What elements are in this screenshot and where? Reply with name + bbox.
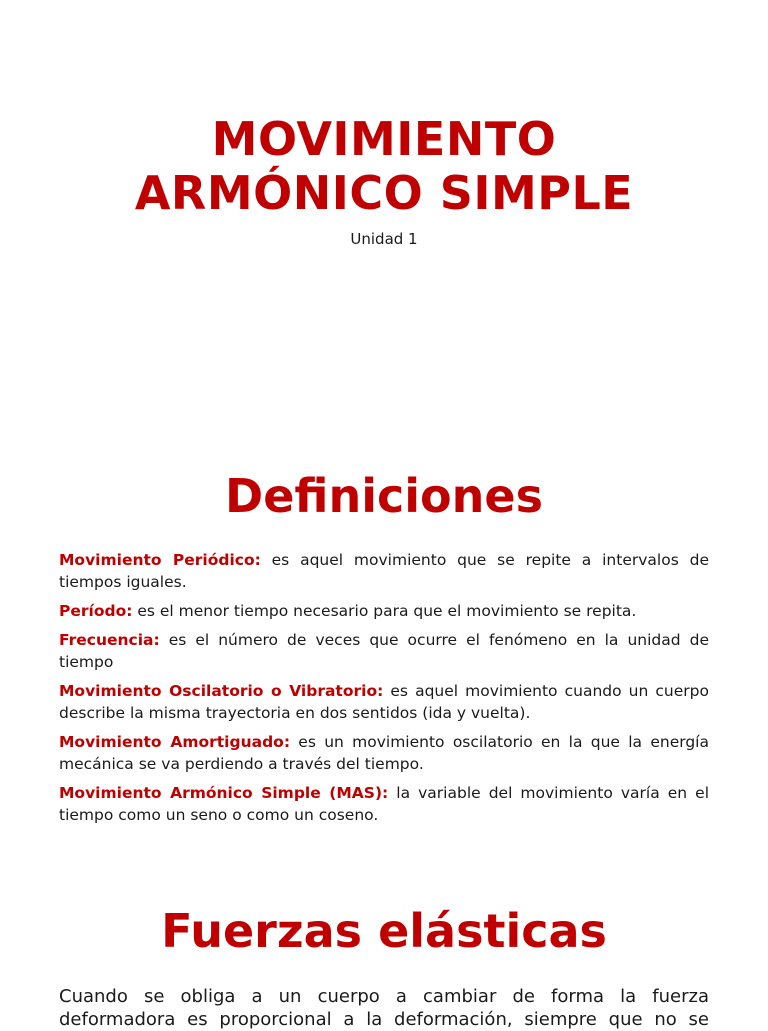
definitions-list	[59, 549, 709, 833]
definition-item	[59, 782, 709, 826]
elastic-forces-heading: Fuerzas elásticas	[161, 904, 607, 958]
main-title	[0, 112, 768, 220]
main-title-line-1: MOVIMIENTO	[211, 112, 557, 166]
definition-text: es el menor tiempo necesario para que el movimiento se repita.	[132, 602, 637, 620]
definition-term: Movimiento Oscilatorio o Vibratorio:	[59, 682, 384, 700]
definition-item	[59, 731, 709, 775]
definition-term: Movimiento Armónico Simple (MAS):	[59, 784, 389, 802]
definition-text: la variable del movimiento varía en el tiempo como un seno o como un coseno.	[59, 784, 709, 824]
definition-item	[59, 600, 709, 622]
definition-text: es un movimiento oscilatorio en la que la energía mecánica se va perdiendo a través del tiempo.	[59, 733, 709, 773]
definition-text: es aquel movimiento cuando un cuerpo describe la misma trayectoria en dos sentidos (ida y vuelta).	[59, 682, 709, 722]
main-title-line-2: ARMÓNICO SIMPLE	[134, 166, 634, 220]
subtitle: Unidad 1	[350, 230, 418, 248]
definition-term: Movimiento Amortiguado:	[59, 733, 291, 751]
elastic-forces-paragraph: Cuando se obliga a un cuerpo a cambiar de forma la fuerza deformadora es proporcional a la deformación, siempre que no se	[59, 986, 709, 1030]
title-slide	[0, 0, 768, 420]
definition-item	[59, 549, 709, 593]
definition-term: Movimiento Periódico:	[59, 551, 261, 569]
definitions-heading: Definiciones	[225, 469, 543, 523]
definition-item	[59, 680, 709, 724]
definition-term: Período:	[59, 602, 133, 620]
definition-text: es aquel movimiento que se repite a intervalos de tiempos iguales.	[59, 551, 709, 591]
definition-text: es el número de veces que ocurre el fenómeno en la unidad de tiempo	[59, 631, 709, 671]
definition-item	[59, 629, 709, 673]
definition-term: Frecuencia:	[59, 631, 160, 649]
